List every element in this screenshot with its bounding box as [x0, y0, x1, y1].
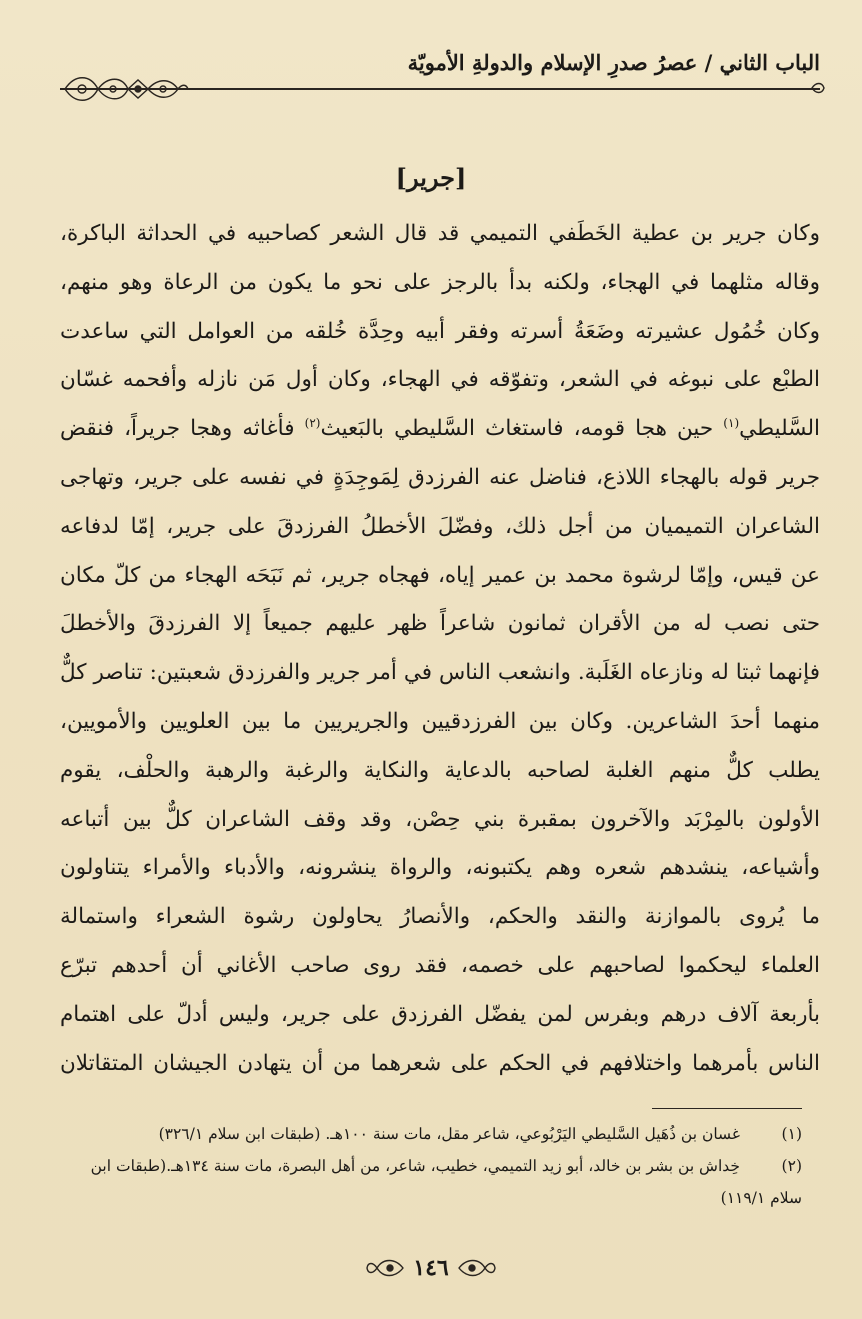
- body-text: [60, 210, 820, 1088]
- running-head-title: الباب الثاني / عصرُ صدرِ الإسلام والدولةِ الأمويّة: [407, 50, 820, 75]
- text-line: الناس بأمرهما واختلافهم في الحكم على شعرهما من أن يتهادن الجيشان المتقاتلان: [60, 1050, 820, 1076]
- text-line: يطلب كلٌّ منهم الغلبة لصاحبه بالدعاية والنكاية والرغبة والرهبة والحلْف، يقوم: [60, 757, 820, 783]
- footnote-text: غسان بن ذُهَيل السَّليطي اليَرْبُوعي، شاعر مقل، مات سنة ١٠٠هـ. (طبقات ابن سلام ٣٢٦/١): [158, 1125, 740, 1143]
- text-fragment: السَّليطي: [739, 416, 820, 442]
- text-line: جرير قوله بالهجاء اللاذع، فناضل عنه الفرزدق لِمَوجِدَةٍ في نفسه على جرير، وتهاجى: [60, 464, 820, 490]
- text-line: بأربعة آلاف درهم وبفرس لمن يفضّل الفرزدق على جرير، وليس أدلّ على اهتمام: [60, 1001, 820, 1027]
- footnote-number: (٢): [781, 1157, 802, 1175]
- text-line: وكان خُمُول عشيرته وضَعَةُ أسرته وفقر أبيه وحِدَّة خُلقه من العوامل التي ساعدت: [60, 318, 820, 344]
- text-line: وكان جرير بن عطية الخَطَفي التميمي قد قال الشعر كصاحبيه في الحداثة الباكرة،: [60, 221, 820, 246]
- text-line: الشاعران التميميان من أجل ذلك، وفضّلَ الأخطلُ الفرزدقَ على جرير، إمّا لدفاعه: [60, 513, 820, 539]
- ornament-end-icon: [810, 80, 826, 96]
- ornament-icon: [60, 72, 190, 106]
- folio-ornament-right-icon: [457, 1256, 497, 1280]
- text-fragment: حين هجا قومه، فاستغاث السَّليطي بالبَعيث: [320, 416, 714, 442]
- footnote-1: [42, 1118, 802, 1150]
- footnote-2-continuation: [42, 1182, 802, 1214]
- text-fragment: فأغاثه وهجا جريراً، فنقض: [60, 416, 305, 442]
- text-line: حتى نصب له من الأقران ثمانون شاعراً ظهر عليهم جميعاً إلا الفرزدقَ والأخطلَ: [60, 611, 820, 637]
- folio-ornament-left-icon: [365, 1256, 405, 1280]
- footnote-rule: [652, 1108, 802, 1109]
- text-line-with-footnotes: [60, 405, 820, 454]
- running-head: [60, 50, 820, 100]
- text-line: فإنهما ثبتا له ونازعاه الغَلَبة. وانشعب الناس في أمر جرير والفرزدق شعبتين: تناصر كلٌّ: [60, 660, 820, 686]
- text-line: الطبْع على نبوغه في الشعر، وتفوّقه في الهجاء، وكان أول مَن نازله وأفحمه غسّان: [60, 367, 820, 393]
- section-heading: [جرير]: [395, 163, 467, 192]
- text-line: عن قيس، وإمّا لرشوة محمد بن عمير إياه، فهجاه جرير، ثم نَبَحَه الهجاء من كلّ مكان: [60, 562, 820, 588]
- page-number: ١٤٦: [413, 1255, 449, 1281]
- footnote-mark-1[interactable]: (١): [723, 416, 740, 431]
- text-line: الأولون بالمِرْبَد والآخرون بمقبرة بني حِصْن، وقد وقف الشاعران كلٌّ بين أتباعه: [60, 806, 820, 832]
- text-line: وقاله مثلهما في الهجاء، ولكنه بدأ بالرجز على نحو ما يكون من الرعاة وهو منهم،: [60, 269, 820, 295]
- text-line: ما يُروى بالموازنة والنقد والحكم، والأنصارُ يحاولون رشوة الشعراء واستمالة: [60, 904, 820, 930]
- text-line: وأشياعه، ينشدهم شعره وهم يكتبونه، والرواة ينشرونه، والأدباء والأمراء يتناولون: [60, 855, 820, 881]
- footnote-number: (١): [781, 1125, 802, 1143]
- footnotes: [42, 1118, 802, 1214]
- footnote-text: سلام ١١٩/١): [720, 1189, 802, 1207]
- text-line: العلماء ليحكموا لصاحبهم على خصمه، فقد روى صاحب الأغاني أن أحدهم تبرّع: [60, 952, 820, 978]
- text-line: منهما أحدَ الشاعرين. وكان بين الفرزدقيين والجريريين ما بين العلويين والأمويين،: [60, 708, 820, 734]
- footnote-2: [42, 1150, 802, 1182]
- footnote-text: خِداش بن بشر بن خالد، أبو زيد التميمي، خطيب، شاعر، من أهل البصرة، مات سنة ١٣٤هـ.(طبقات ابن: [90, 1157, 740, 1175]
- footnote-mark-2[interactable]: (٢): [304, 416, 321, 431]
- page-number-block: [0, 1255, 862, 1284]
